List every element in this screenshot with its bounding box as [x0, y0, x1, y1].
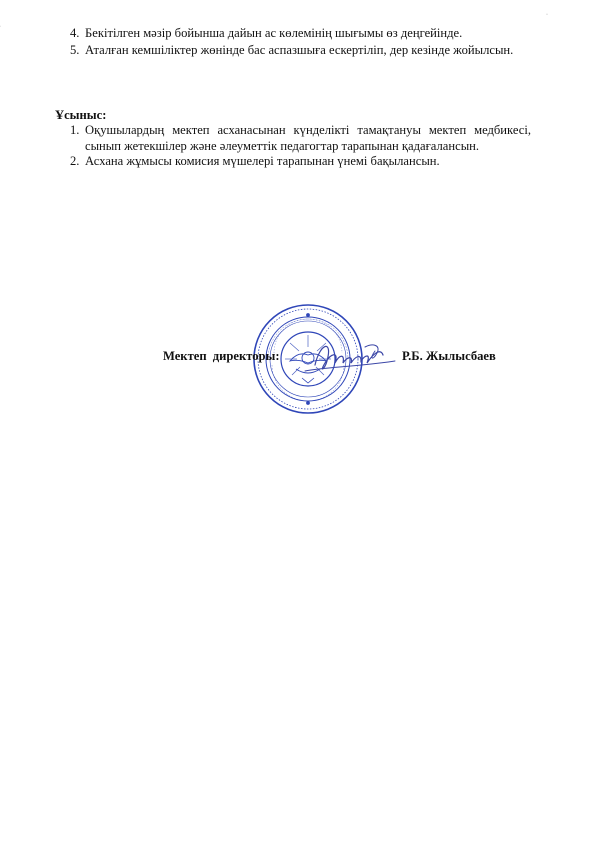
director-position-label: Мектеп директоры:: [163, 349, 280, 363]
director-name: Р.Б. Жылысбаев: [402, 349, 496, 363]
list-item-number: 2.: [70, 154, 80, 168]
recommendation-list: [70, 123, 531, 170]
list-item-number: 5.: [70, 42, 80, 57]
list-item-number: 4.: [70, 26, 80, 40]
list-item-text: Бекітілген мәзір бойынша дайын ас көлемінің шығымы өз деңгейінде.: [85, 26, 463, 40]
handwritten-signature: [295, 333, 405, 383]
scan-speck: ·: [546, 12, 548, 18]
list-item-text: Оқушылардың мектеп асханасынан күнделікті тамақтануы мектеп медбикесі, сынып жетекшілер және әлеуметтік педагогтар тарапынан қадағалансын.: [85, 123, 531, 153]
list-item: [70, 26, 535, 42]
list-item-text: Аталған кемшіліктер жөнінде бас аспазшыға ескертіліп, дер кезінде жойылсын.: [85, 42, 514, 57]
list-item-text: Асхана жұмысы комисия мүшелері тарапынан үнемі бақылансын.: [85, 154, 440, 168]
list-item: [70, 42, 535, 59]
recommendation-heading: Ұсыныс:: [55, 108, 107, 122]
scan-speck: [0, 24, 1, 30]
findings-list: [70, 26, 535, 59]
list-item: [70, 154, 531, 170]
list-item-number: 1.: [70, 123, 80, 137]
list-item: [70, 123, 531, 154]
